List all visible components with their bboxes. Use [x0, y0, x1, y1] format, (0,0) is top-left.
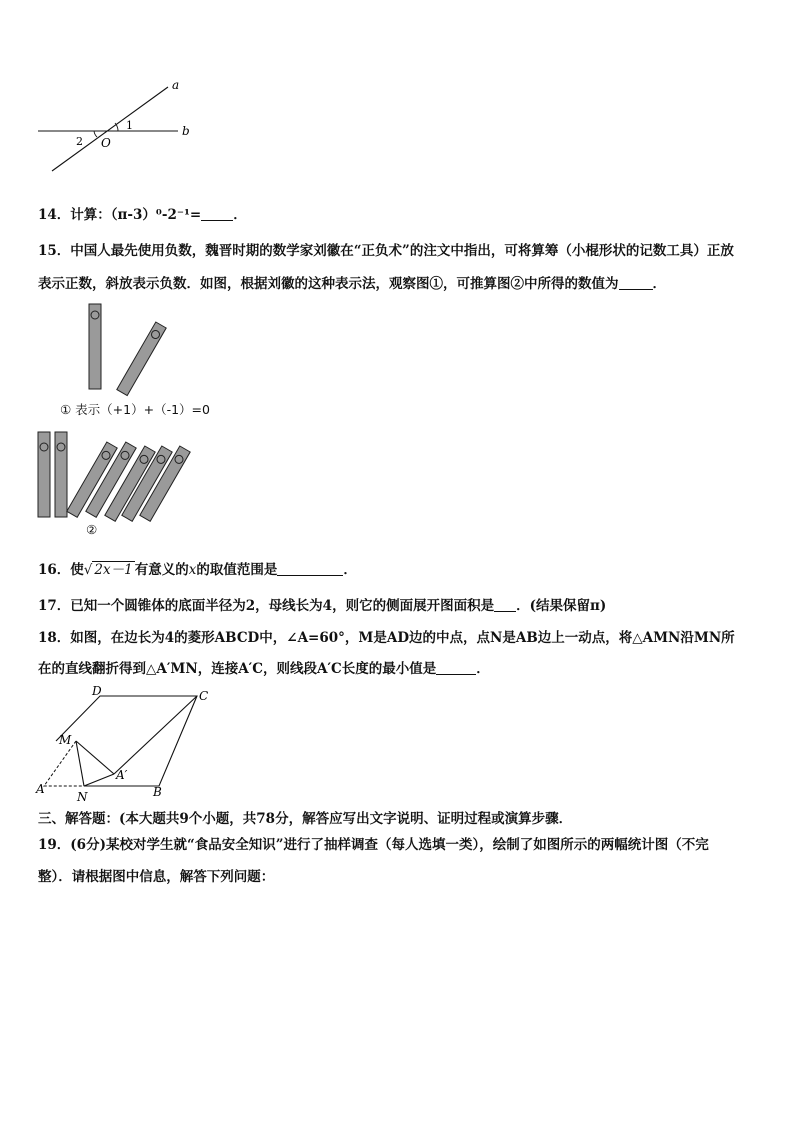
upright-rod-2: [55, 432, 67, 517]
upright-rod-1: [38, 432, 50, 517]
angle-figure: [30, 75, 210, 180]
label-2: 2: [76, 135, 83, 148]
fold-dashed-lines: [44, 741, 84, 786]
label-n: N: [77, 790, 88, 804]
q16-tail: ．: [343, 562, 357, 578]
q18-tail: ．: [476, 661, 490, 677]
q16-variable: x: [188, 562, 197, 578]
question-14: [38, 206, 247, 224]
q18-answer-blank: [436, 660, 476, 675]
sqrt-sign: √: [83, 562, 93, 578]
question-18-line-1: 18．如图，在边长为4的菱形ABCD中，∠A=60°，M是AD边的中点，点N是AB边上一动点，将△AMN沿MN所: [38, 630, 735, 646]
label-a: a: [172, 78, 180, 92]
question-15-line-2: [38, 275, 666, 293]
upright-rod: [89, 304, 101, 389]
segment-a1c: [114, 696, 197, 774]
q17-answer-blank: [494, 597, 516, 612]
segment-na1: [84, 774, 114, 786]
line-a: [52, 87, 168, 171]
label-m: M: [59, 733, 72, 747]
angle-2-arc: [94, 131, 97, 137]
question-15-line-1: 15．中国人最先使用负数，魏晋时期的数学家刘徽在“正负术”的注文中指出，可将算筹（小棍形状的记数工具）正放: [38, 243, 734, 259]
q14-tail: ．: [233, 207, 247, 223]
rhombus-figure: [34, 683, 224, 808]
label-c: C: [199, 689, 209, 703]
q18-line-2-text: 在的直线翻折得到△A′MN，连接A′C，则线段A′C长度的最小值是: [38, 661, 437, 677]
rods-figure-2: [34, 428, 204, 523]
segment-mn: [76, 741, 84, 786]
label-o: O: [101, 136, 111, 150]
q14-number: 14．: [38, 207, 71, 223]
q15-tail: ．: [652, 276, 666, 292]
q16-radicand: 2x－1: [94, 562, 133, 578]
label-d: D: [92, 684, 102, 698]
label-b: b: [182, 124, 190, 138]
q16-post: 的取值范围是: [196, 562, 278, 578]
q16-lead: 16．使: [38, 562, 84, 578]
q17-text: 17．已知一个圆锥体的底面半径为2，母线长为4，则它的侧面展开图面积是: [38, 598, 495, 614]
rods-figure-1: [84, 300, 184, 405]
label-1: 1: [126, 119, 133, 132]
label-a: A: [36, 782, 45, 796]
q14-lead: 计算：: [70, 207, 111, 223]
q14-answer-blank: [201, 206, 233, 221]
rods-figure-1-caption: ① 表示（+1）+（-1）=0: [60, 402, 210, 417]
label-b: B: [153, 785, 162, 799]
label-a1: A′: [116, 768, 128, 782]
question-16: [38, 561, 357, 579]
q15-line-2-text: 表示正数，斜放表示负数．如图，根据刘徽的这种表示法，观察图①，可推算图②中所得的数值为: [38, 276, 619, 292]
q15-answer-blank: [619, 275, 653, 290]
question-19-line-2: 整）．请根据图中信息，解答下列问题：: [38, 869, 275, 885]
q17-tail: ．(结果保留π): [516, 598, 607, 614]
section-3-heading: 三、解答题：(本大题共9个小题，共78分，解答应写出文字说明、证明过程或演算步骤．: [38, 811, 573, 827]
q16-mid: 有意义的: [134, 562, 189, 578]
question-19-line-1: 19．(6分)某校对学生就“食品安全知识”进行了抽样调查（每人选填一类），绘制了如图所示的两幅统计图（不完: [38, 837, 709, 853]
segment-ma1: [76, 741, 114, 774]
question-17: [38, 597, 606, 615]
q14-expression: （π-3）⁰-2⁻¹=: [110, 207, 202, 223]
rods-figure-2-caption: ②: [86, 522, 98, 537]
question-18-line-2: [38, 660, 490, 678]
q16-answer-blank: [277, 561, 343, 576]
